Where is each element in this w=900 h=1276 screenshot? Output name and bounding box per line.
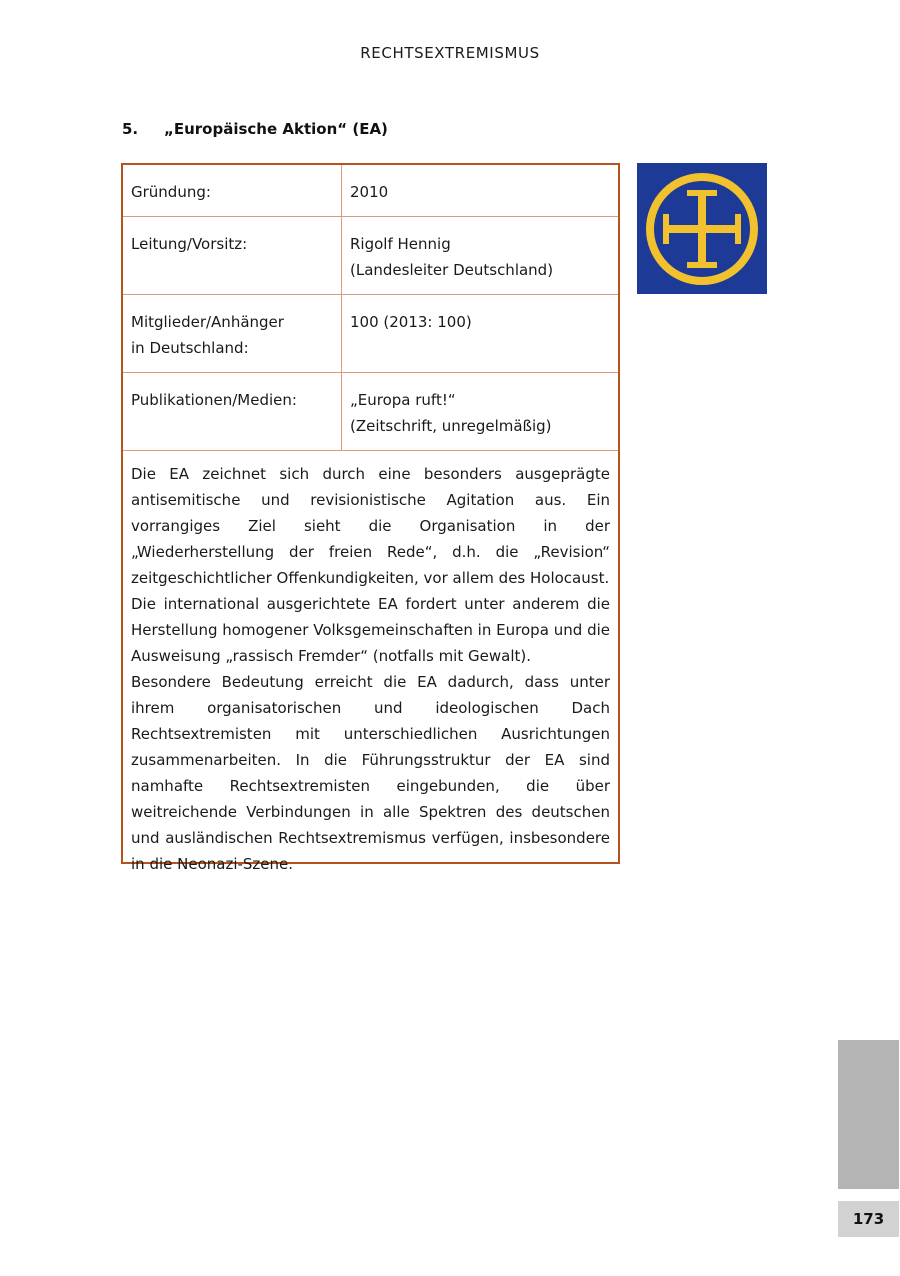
fact-row-founding (123, 165, 618, 217)
running-header: RECHTSEXTREMISMUS (360, 44, 540, 62)
fact-box (121, 163, 620, 873)
circled-cross-emblem-icon (637, 163, 767, 294)
section-heading (122, 120, 388, 138)
description-paragraph: Besondere Bedeutung erreicht die EA dadurch, dass unter ihrem organisatorischen und ideologischen Dach Rechtsextremisten mit unterschiedlichen Ausrichtungen zusammenarbeiten. In die Führungsstruktur der EA sind namhafte Rechtsextremisten eingebunden, die über weitreichende Verbindungen in alle Spektren des deutschen und ausländischen Rechtsextremismus verfügen, insbesondere in die Neonazi-Szene. (131, 673, 610, 873)
description-paragraph: Die international ausgerichtete EA fordert unter anderem die Herstellung homogener Volksgemeinschaften in Europa und die Ausweisung „rassisch Fremder“ (notfalls mit Gewalt). (131, 595, 610, 665)
fact-value-line: Rigolf Hennig (350, 235, 451, 253)
fact-label-line: in Deutschland: (131, 339, 249, 357)
fact-label-line: Mitglieder/Anhänger (131, 313, 284, 331)
fact-label (123, 217, 342, 294)
fact-value (342, 295, 618, 372)
fact-value (342, 165, 618, 216)
fact-row-leadership (123, 217, 618, 295)
fact-value (342, 217, 618, 294)
page-number: 173 (838, 1201, 899, 1237)
side-tab (838, 1040, 899, 1189)
fact-value-line: 2010 (350, 183, 389, 201)
organization-emblem (637, 163, 767, 294)
description-paragraph: Die EA zeichnet sich durch eine besonders ausgeprägte antisemitische und revisionistische Agitation aus. Ein vorrangiges Ziel sieht die Organisation in der „Wiederherstellung der freien Rede“, d.h. die „Revision“ zeitgeschichtlicher Offenkundigkeiten, vor allem des Holocaust. (131, 465, 610, 587)
fact-row-publications (123, 373, 618, 451)
fact-value-line: (Zeitschrift, unregelmäßig) (350, 417, 552, 435)
section-number: 5. (122, 120, 139, 138)
description-text (123, 451, 618, 877)
fact-value (342, 373, 618, 450)
fact-label-line: Gründung: (131, 183, 211, 201)
fact-value-line: (Landesleiter Deutschland) (350, 261, 554, 279)
fact-label-line: Publikationen/Medien: (131, 391, 297, 409)
fact-row-members (123, 295, 618, 373)
section-title: „Europäische Aktion“ (EA) (164, 120, 388, 138)
fact-label (123, 373, 342, 450)
fact-value-line: „Europa ruft!“ (350, 391, 456, 409)
fact-value-line: 100 (2013: 100) (350, 313, 472, 331)
fact-label-line: Leitung/Vorsitz: (131, 235, 248, 253)
fact-label (123, 295, 342, 372)
fact-label (123, 165, 342, 216)
